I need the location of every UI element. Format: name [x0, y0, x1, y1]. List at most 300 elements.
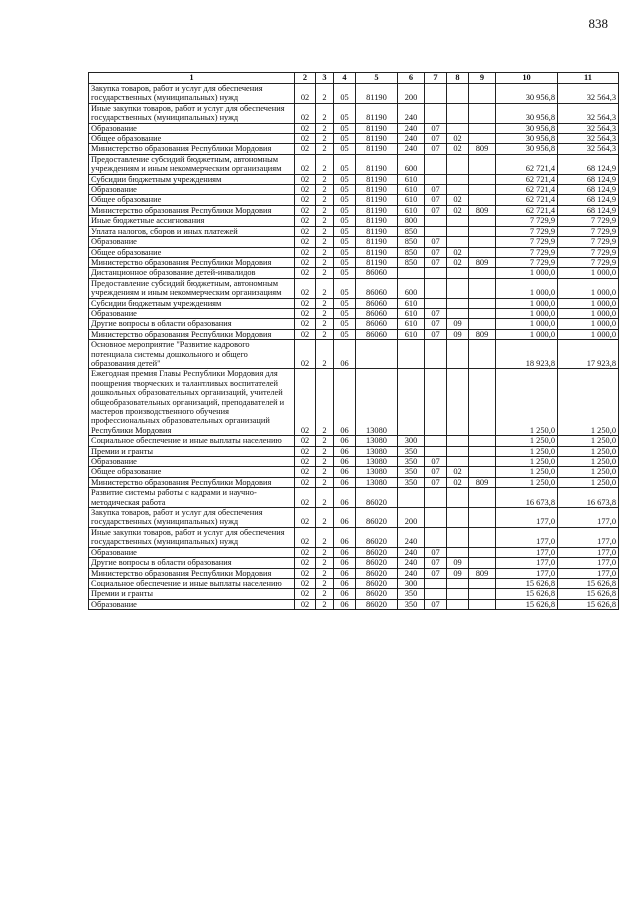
code-cell: 02 [295, 558, 316, 568]
code-cell: 07 [425, 257, 447, 267]
amount-cell: 62 721,4 [496, 205, 558, 215]
code-cell: 86060 [356, 278, 398, 298]
amount-cell: 30 956,8 [496, 134, 558, 144]
code-cell: 02 [295, 237, 316, 247]
code-cell: 02 [295, 308, 316, 318]
code-cell: 05 [334, 123, 356, 133]
amount-cell: 1 250,0 [496, 457, 558, 467]
table-row [89, 298, 619, 308]
table-row [89, 477, 619, 487]
code-cell [469, 237, 496, 247]
amount-cell: 1 250,0 [496, 477, 558, 487]
code-cell: 2 [316, 103, 334, 123]
code-cell [469, 103, 496, 123]
code-cell: 02 [295, 103, 316, 123]
code-cell: 02 [447, 205, 469, 215]
code-cell [469, 226, 496, 236]
row-name-cell: Дистанционное образование детей-инвалидов [89, 268, 295, 278]
code-cell: 610 [398, 205, 425, 215]
code-cell [425, 216, 447, 226]
code-cell: 86020 [356, 568, 398, 578]
code-cell: 02 [295, 488, 316, 508]
code-cell [469, 369, 496, 436]
code-cell: 02 [295, 205, 316, 215]
code-cell: 05 [334, 174, 356, 184]
code-cell: 07 [425, 134, 447, 144]
code-cell: 05 [334, 329, 356, 339]
code-cell: 2 [316, 578, 334, 588]
code-cell [447, 488, 469, 508]
page-number: 838 [588, 16, 608, 31]
code-cell: 06 [334, 508, 356, 528]
code-cell [469, 446, 496, 456]
amount-cell: 15 626,8 [496, 578, 558, 588]
code-cell: 240 [398, 547, 425, 557]
code-cell [425, 527, 447, 547]
code-cell [447, 154, 469, 174]
code-cell: 2 [316, 278, 334, 298]
row-name-cell: Образование [89, 457, 295, 467]
row-name-cell: Министерство образования Республики Мордовия [89, 568, 295, 578]
code-cell: 02 [295, 589, 316, 599]
amount-cell: 62 721,4 [496, 185, 558, 195]
code-cell [398, 369, 425, 436]
code-cell: 2 [316, 446, 334, 456]
amount-cell: 177,0 [558, 547, 619, 557]
code-cell: 05 [334, 103, 356, 123]
code-cell: 86020 [356, 578, 398, 588]
code-cell: 02 [295, 84, 316, 104]
table-row [89, 589, 619, 599]
code-cell: 850 [398, 247, 425, 257]
code-cell: 200 [398, 508, 425, 528]
amount-cell: 1 250,0 [558, 477, 619, 487]
code-cell [447, 589, 469, 599]
row-name-cell: Развитие системы работы с кадрами и научно-методическая работа [89, 488, 295, 508]
code-cell [447, 599, 469, 609]
code-cell [469, 154, 496, 174]
code-cell [469, 578, 496, 588]
code-cell: 06 [334, 578, 356, 588]
row-name-cell: Предоставление субсидий бюджетным, автономным учреждениям и иным некоммерческим организациям [89, 154, 295, 174]
amount-cell: 30 956,8 [496, 144, 558, 154]
code-cell: 2 [316, 154, 334, 174]
code-cell: 06 [334, 467, 356, 477]
amount-cell: 17 923,8 [558, 340, 619, 369]
code-cell: 2 [316, 508, 334, 528]
code-cell: 2 [316, 205, 334, 215]
code-cell: 07 [425, 568, 447, 578]
code-cell: 86060 [356, 298, 398, 308]
code-cell [469, 488, 496, 508]
code-cell [447, 340, 469, 369]
code-cell: 240 [398, 134, 425, 144]
code-cell: 07 [425, 477, 447, 487]
code-cell: 2 [316, 298, 334, 308]
code-cell: 05 [334, 205, 356, 215]
row-name-cell: Иные бюджетные ассигнования [89, 216, 295, 226]
code-cell: 350 [398, 599, 425, 609]
table-row [89, 123, 619, 133]
code-cell: 81190 [356, 174, 398, 184]
code-cell: 81190 [356, 103, 398, 123]
code-cell: 86020 [356, 508, 398, 528]
code-cell: 350 [398, 467, 425, 477]
column-header: 5 [356, 73, 398, 84]
amount-cell: 1 000,0 [496, 268, 558, 278]
amount-cell: 18 923,8 [496, 340, 558, 369]
code-cell [469, 247, 496, 257]
amount-cell: 1 250,0 [558, 436, 619, 446]
code-cell: 07 [425, 599, 447, 609]
code-cell: 81190 [356, 257, 398, 267]
code-cell: 02 [295, 154, 316, 174]
amount-cell: 7 729,9 [558, 226, 619, 236]
amount-cell: 1 250,0 [558, 457, 619, 467]
amount-cell: 1 000,0 [558, 329, 619, 339]
code-cell: 809 [469, 205, 496, 215]
code-cell: 2 [316, 568, 334, 578]
code-cell: 2 [316, 467, 334, 477]
amount-cell: 15 626,8 [558, 599, 619, 609]
row-name-cell: Общее образование [89, 195, 295, 205]
amount-cell: 1 250,0 [496, 467, 558, 477]
code-cell: 850 [398, 226, 425, 236]
code-cell [469, 268, 496, 278]
code-cell: 86020 [356, 558, 398, 568]
code-cell: 07 [425, 247, 447, 257]
code-cell: 06 [334, 488, 356, 508]
table-row [89, 226, 619, 236]
amount-cell: 1 000,0 [558, 308, 619, 318]
code-cell [469, 457, 496, 467]
code-cell: 2 [316, 195, 334, 205]
amount-cell: 15 626,8 [496, 599, 558, 609]
code-cell [447, 369, 469, 436]
amount-cell: 1 000,0 [558, 319, 619, 329]
code-cell: 13080 [356, 436, 398, 446]
row-name-cell: Общее образование [89, 247, 295, 257]
code-cell [425, 278, 447, 298]
code-cell: 86060 [356, 268, 398, 278]
code-cell: 86020 [356, 589, 398, 599]
code-cell: 81190 [356, 123, 398, 133]
code-cell: 02 [295, 436, 316, 446]
code-cell [425, 436, 447, 446]
table-row [89, 329, 619, 339]
code-cell [469, 174, 496, 184]
code-cell: 02 [295, 457, 316, 467]
code-cell: 07 [425, 457, 447, 467]
code-cell: 07 [425, 205, 447, 215]
code-cell: 2 [316, 599, 334, 609]
row-name-cell: Предоставление субсидий бюджетным, автономным учреждениям и иным некоммерческим организациям [89, 278, 295, 298]
amount-cell: 1 250,0 [496, 369, 558, 436]
code-cell: 05 [334, 154, 356, 174]
code-cell: 07 [425, 319, 447, 329]
amount-cell: 16 673,8 [558, 488, 619, 508]
code-cell [447, 185, 469, 195]
code-cell: 06 [334, 457, 356, 467]
code-cell [425, 340, 447, 369]
amount-cell: 62 721,4 [496, 195, 558, 205]
code-cell [469, 467, 496, 477]
amount-cell: 32 564,3 [558, 123, 619, 133]
amount-cell: 68 124,9 [558, 205, 619, 215]
code-cell: 07 [425, 467, 447, 477]
code-cell: 02 [295, 578, 316, 588]
code-cell: 02 [295, 527, 316, 547]
code-cell: 240 [398, 103, 425, 123]
code-cell: 2 [316, 226, 334, 236]
code-cell: 06 [334, 568, 356, 578]
code-cell: 06 [334, 589, 356, 599]
code-cell: 02 [295, 268, 316, 278]
code-cell: 86020 [356, 488, 398, 508]
code-cell: 81190 [356, 237, 398, 247]
code-cell [425, 84, 447, 104]
code-cell: 02 [447, 195, 469, 205]
amount-cell: 1 000,0 [496, 308, 558, 318]
code-cell: 86060 [356, 329, 398, 339]
table-row [89, 195, 619, 205]
code-cell [398, 488, 425, 508]
code-cell: 2 [316, 185, 334, 195]
code-cell: 610 [398, 185, 425, 195]
row-name-cell: Министерство образования Республики Мордовия [89, 144, 295, 154]
code-cell: 06 [334, 369, 356, 436]
code-cell: 610 [398, 174, 425, 184]
amount-cell: 7 729,9 [558, 247, 619, 257]
code-cell [447, 446, 469, 456]
table-row [89, 308, 619, 318]
code-cell: 809 [469, 329, 496, 339]
code-cell: 800 [398, 216, 425, 226]
code-cell: 07 [425, 144, 447, 154]
code-cell [447, 527, 469, 547]
table-row [89, 527, 619, 547]
code-cell: 850 [398, 257, 425, 267]
code-cell: 02 [295, 134, 316, 144]
code-cell: 07 [425, 547, 447, 557]
code-cell: 09 [447, 319, 469, 329]
code-cell: 610 [398, 319, 425, 329]
code-cell [425, 103, 447, 123]
code-cell [469, 508, 496, 528]
code-cell: 05 [334, 257, 356, 267]
table-row [89, 446, 619, 456]
code-cell: 240 [398, 123, 425, 133]
amount-cell: 177,0 [496, 568, 558, 578]
code-cell: 81190 [356, 226, 398, 236]
code-cell [447, 174, 469, 184]
amount-cell: 15 626,8 [558, 578, 619, 588]
row-name-cell: Образование [89, 123, 295, 133]
code-cell: 240 [398, 527, 425, 547]
row-name-cell: Закупка товаров, работ и услуг для обеспечения государственных (муниципальных) нужд [89, 508, 295, 528]
row-name-cell: Общее образование [89, 467, 295, 477]
amount-cell: 32 564,3 [558, 103, 619, 123]
row-name-cell: Субсидии бюджетным учреждениям [89, 298, 295, 308]
row-name-cell: Социальное обеспечение и иные выплаты населению [89, 436, 295, 446]
code-cell: 610 [398, 308, 425, 318]
code-cell [469, 308, 496, 318]
table-row [89, 134, 619, 144]
code-cell [425, 446, 447, 456]
row-name-cell: Другие вопросы в области образования [89, 558, 295, 568]
row-name-cell: Иные закупки товаров, работ и услуг для обеспечения государственных (муниципальных) нужд [89, 527, 295, 547]
code-cell [469, 84, 496, 104]
amount-cell: 177,0 [496, 558, 558, 568]
code-cell: 02 [295, 298, 316, 308]
code-cell: 02 [447, 144, 469, 154]
row-name-cell: Социальное обеспечение и иные выплаты населению [89, 578, 295, 588]
code-cell [469, 558, 496, 568]
code-cell: 05 [334, 247, 356, 257]
code-cell: 02 [295, 257, 316, 267]
row-name-cell: Министерство образования Республики Мордовия [89, 205, 295, 215]
code-cell [447, 436, 469, 446]
row-name-cell: Премии и гранты [89, 446, 295, 456]
code-cell [447, 103, 469, 123]
code-cell: 809 [469, 477, 496, 487]
code-cell [469, 599, 496, 609]
code-cell [447, 84, 469, 104]
code-cell: 05 [334, 268, 356, 278]
code-cell: 2 [316, 369, 334, 436]
amount-cell: 32 564,3 [558, 144, 619, 154]
code-cell: 610 [398, 195, 425, 205]
code-cell: 2 [316, 558, 334, 568]
code-cell: 02 [295, 319, 316, 329]
table-header-row [89, 73, 619, 84]
amount-cell: 1 000,0 [558, 268, 619, 278]
code-cell: 07 [425, 185, 447, 195]
code-cell [469, 340, 496, 369]
code-cell: 02 [295, 340, 316, 369]
code-cell: 2 [316, 237, 334, 247]
table-row [89, 599, 619, 609]
code-cell [425, 154, 447, 174]
code-cell: 81190 [356, 216, 398, 226]
table-row [89, 369, 619, 436]
amount-cell: 1 000,0 [496, 298, 558, 308]
amount-cell: 177,0 [558, 527, 619, 547]
table-row [89, 488, 619, 508]
code-cell [447, 547, 469, 557]
amount-cell: 7 729,9 [496, 226, 558, 236]
code-cell: 02 [447, 477, 469, 487]
code-cell: 02 [295, 185, 316, 195]
code-cell: 02 [295, 446, 316, 456]
code-cell [356, 340, 398, 369]
amount-cell: 30 956,8 [496, 84, 558, 104]
code-cell: 81190 [356, 144, 398, 154]
code-cell [425, 226, 447, 236]
code-cell: 81190 [356, 205, 398, 215]
code-cell: 809 [469, 568, 496, 578]
code-cell [469, 589, 496, 599]
amount-cell: 30 956,8 [496, 123, 558, 133]
table-row [89, 457, 619, 467]
column-header: 10 [496, 73, 558, 84]
code-cell: 350 [398, 457, 425, 467]
amount-cell: 1 000,0 [558, 298, 619, 308]
code-cell: 07 [425, 558, 447, 568]
code-cell: 2 [316, 174, 334, 184]
code-cell [469, 123, 496, 133]
code-cell: 2 [316, 340, 334, 369]
amount-cell: 7 729,9 [496, 257, 558, 267]
code-cell: 05 [334, 134, 356, 144]
amount-cell: 177,0 [558, 558, 619, 568]
row-name-cell: Образование [89, 308, 295, 318]
column-header: 4 [334, 73, 356, 84]
table-row [89, 508, 619, 528]
amount-cell: 15 626,8 [496, 589, 558, 599]
code-cell: 07 [425, 237, 447, 247]
code-cell: 13080 [356, 457, 398, 467]
row-name-cell: Образование [89, 599, 295, 609]
code-cell [447, 268, 469, 278]
code-cell: 06 [334, 436, 356, 446]
code-cell: 850 [398, 237, 425, 247]
code-cell: 300 [398, 578, 425, 588]
code-cell: 05 [334, 84, 356, 104]
code-cell: 06 [334, 477, 356, 487]
code-cell: 13080 [356, 369, 398, 436]
amount-cell: 7 729,9 [496, 216, 558, 226]
code-cell: 06 [334, 558, 356, 568]
amount-cell: 32 564,3 [558, 84, 619, 104]
code-cell: 86020 [356, 527, 398, 547]
code-cell: 13080 [356, 467, 398, 477]
amount-cell: 16 673,8 [496, 488, 558, 508]
code-cell [425, 508, 447, 528]
code-cell: 350 [398, 446, 425, 456]
code-cell: 09 [447, 329, 469, 339]
code-cell: 05 [334, 144, 356, 154]
table-row [89, 247, 619, 257]
row-name-cell: Уплата налогов, сборов и иных платежей [89, 226, 295, 236]
table-row [89, 103, 619, 123]
amount-cell: 68 124,9 [558, 195, 619, 205]
table-row [89, 547, 619, 557]
amount-cell: 62 721,4 [496, 154, 558, 174]
row-name-cell: Общее образование [89, 134, 295, 144]
amount-cell: 30 956,8 [496, 103, 558, 123]
code-cell: 2 [316, 488, 334, 508]
table-row [89, 205, 619, 215]
code-cell: 2 [316, 308, 334, 318]
code-cell: 2 [316, 527, 334, 547]
code-cell: 07 [425, 329, 447, 339]
column-header: 3 [316, 73, 334, 84]
table-row [89, 185, 619, 195]
column-header: 1 [89, 73, 295, 84]
row-name-cell: Основное мероприятие "Развитие кадрового потенциала системы дошкольного и общего образования детей" [89, 340, 295, 369]
code-cell: 02 [447, 467, 469, 477]
code-cell: 06 [334, 547, 356, 557]
code-cell: 02 [295, 278, 316, 298]
table-row [89, 268, 619, 278]
row-name-cell: Образование [89, 237, 295, 247]
code-cell [447, 508, 469, 528]
code-cell: 2 [316, 589, 334, 599]
code-cell: 81190 [356, 195, 398, 205]
column-header: 2 [295, 73, 316, 84]
row-name-cell: Субсидии бюджетным учреждениям [89, 174, 295, 184]
